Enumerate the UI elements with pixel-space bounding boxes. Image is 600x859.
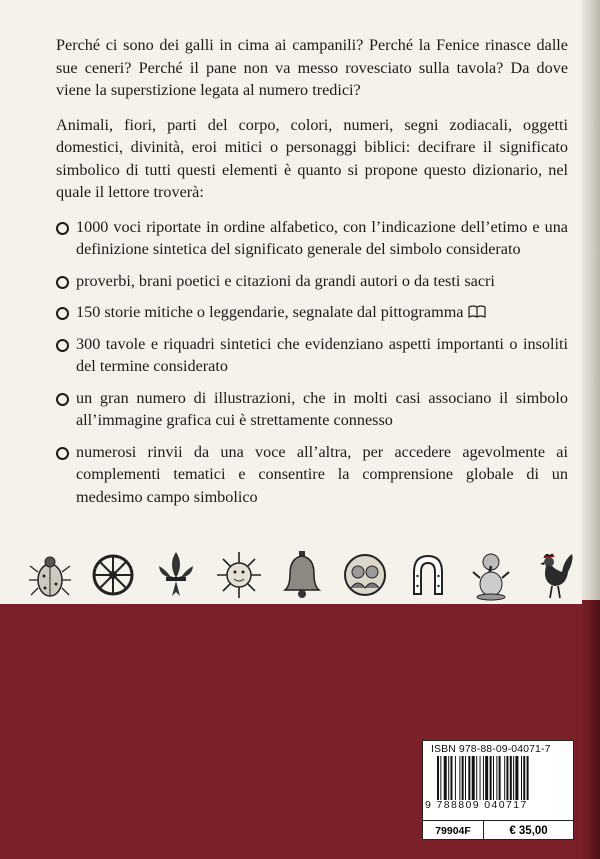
- list-item: 150 storie mitiche o leggendarie, segnalate dal pittogramma: [56, 301, 568, 324]
- features-list: [56, 216, 568, 509]
- rooster-icon: [532, 548, 576, 602]
- bullet-icon: [56, 276, 69, 289]
- bullet-icon: [56, 222, 69, 235]
- bullet-icon: [56, 393, 69, 406]
- horseshoe-icon: [406, 548, 450, 602]
- spine-edge-red: [582, 600, 600, 859]
- description-paragraph: Animali, fiori, parti del corpo, colori, numeri, segni zodiacali, oggetti domestici, divinità, eroi mitici o personaggi biblici: decifrare il significato simbolico di tutti questi elementi è quanto si propone questo dizionario, nel quale il lettore troverà:: [56, 115, 568, 201]
- blurb: [56, 34, 568, 517]
- bullet-icon: [56, 447, 69, 460]
- list-item: proverbi, brani poetici e citazioni da grandi autori o da testi sacri: [56, 270, 568, 293]
- list-item: un gran numero di illustrazioni, che in molti casi associano il simbolo all’immagine grafica cui è strettamente connesso: [56, 387, 568, 432]
- wheel-icon: [91, 548, 135, 602]
- barcode-icon: [437, 756, 561, 800]
- price-row: [423, 820, 573, 840]
- sun-face-icon: [217, 548, 261, 602]
- bell-icon: [280, 548, 324, 602]
- ganesha-icon: [469, 548, 513, 602]
- isbn-text: ISBN 978-88-09-04071-7: [431, 743, 551, 755]
- symbol-illustrations: [28, 545, 576, 605]
- barcode-label: [422, 740, 574, 840]
- list-item: 300 tavole e riquadri sintetici che evidenziano aspetti importanti o insoliti del termine considerato: [56, 333, 568, 378]
- intro-paragraph: Perché ci sono dei galli in cima ai campanili? Perché la Fenice rinasce dalle sue ceneri? Perché il pane non va messo rovesciato sulla tavola? Da dove viene la superstizione legata al numero tredici?: [56, 36, 568, 99]
- bullet-icon: [56, 307, 69, 320]
- bullet-icon: [56, 339, 69, 352]
- list-item: 1000 voci riportate in ordine alfabetico, con l’indicazione dell’etimo e una definizione sintetica del significato generale del simbolo considerato: [56, 216, 568, 261]
- price-tag: € 35,00: [509, 824, 548, 837]
- barcode-digits: 9 788809 040717: [425, 799, 528, 811]
- beetle-icon: [28, 548, 72, 602]
- twins-medallion-icon: [343, 548, 387, 602]
- list-item: numerosi rinvii da una voce all’altra, per accedere agevolmente ai complementi tematici e consentire la comprensione globale di un medesimo campo simbolico: [56, 441, 568, 509]
- fleur-de-lis-icon: [154, 548, 198, 602]
- open-book-icon: [468, 305, 486, 319]
- product-code: 79904F: [423, 821, 484, 840]
- red-panel: [0, 604, 582, 859]
